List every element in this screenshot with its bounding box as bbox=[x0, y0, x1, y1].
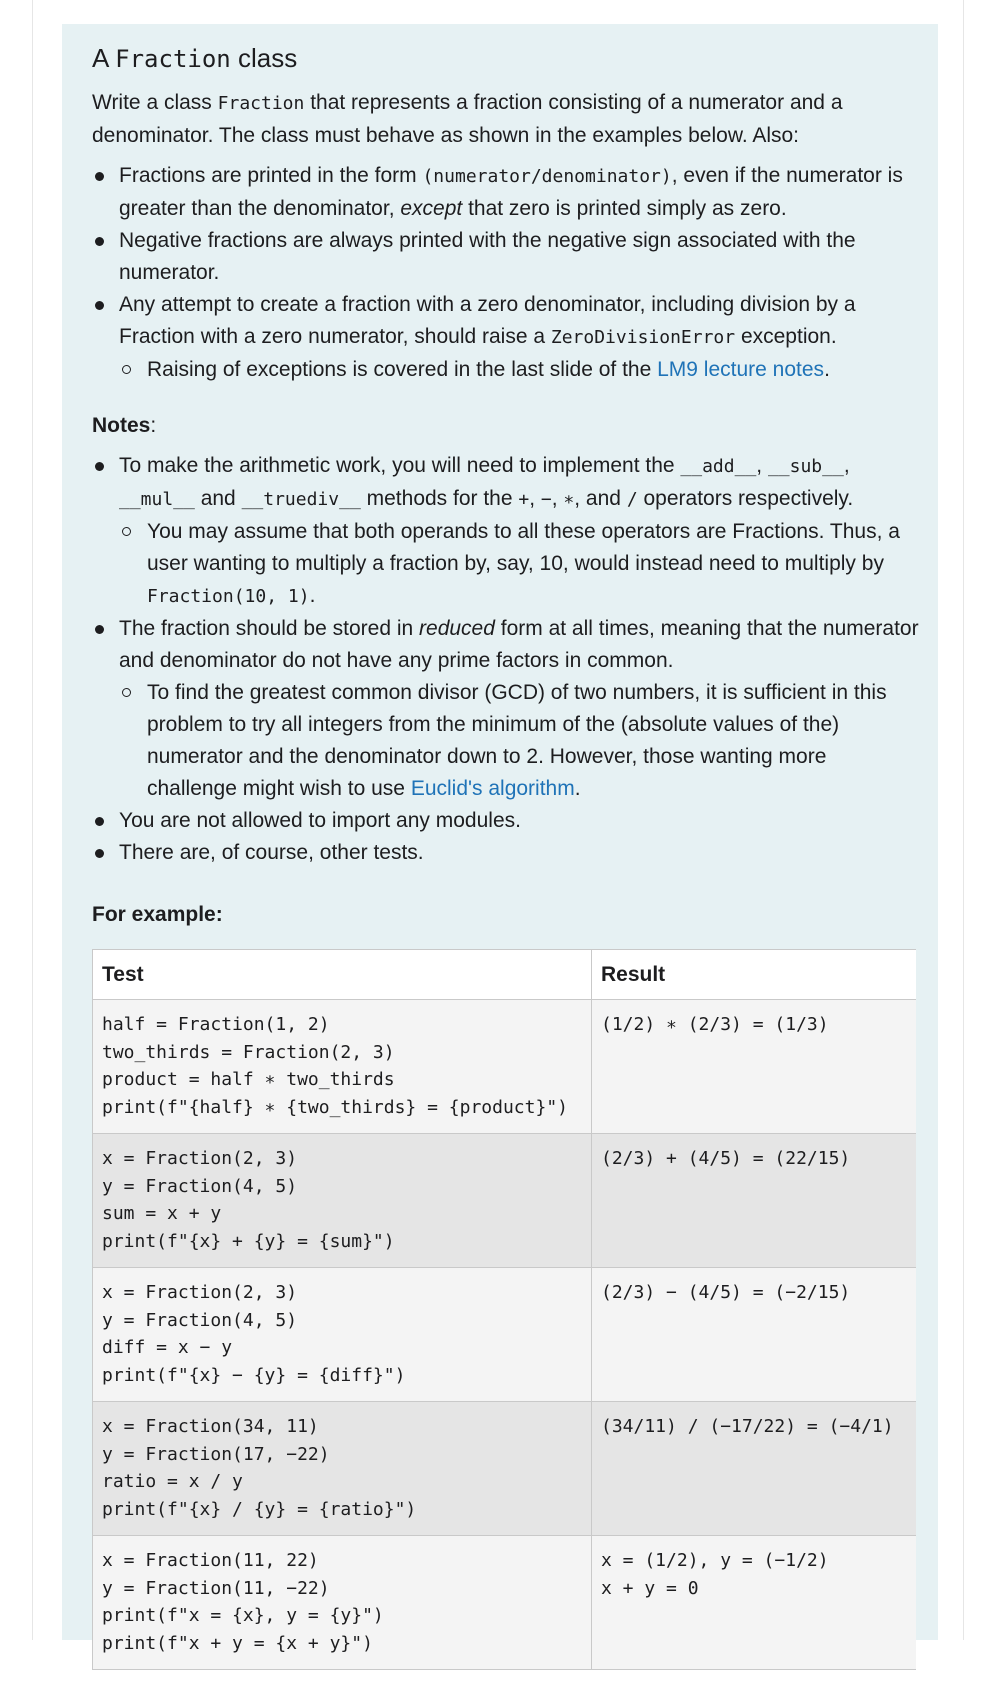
notes-list bbox=[92, 450, 922, 869]
list-item: The fraction should be stored in reduced form at all times, meaning that the numerator and denominator do not have any prime factors in common. To find the greatest common divisor (GCD) of two numbers, it is sufficient in this problem to try all integers from the minimum of the (absolute values of the) numerator and the denominator down to 2. However, those wanting more challenge might wish to use Euclid's algorithm. bbox=[92, 613, 922, 805]
test-code-cell: x = Fraction(34, 11) y = Fraction(17, −22) ratio = x / y print(f"{x} / {y} = {ratio}") bbox=[93, 1402, 592, 1536]
test-code-cell: x = Fraction(11, 22) y = Fraction(11, −22) print(f"x = {x}, y = {y}") print(f"x + y = {x + y}") bbox=[93, 1536, 592, 1670]
result-cell: (2/3) − (4/5) = (−2/15) bbox=[592, 1268, 916, 1402]
sub-list bbox=[119, 354, 922, 386]
test-code-cell: x = Fraction(2, 3) y = Fraction(4, 5) sum = x + y print(f"{x} + {y} = {sum}") bbox=[93, 1134, 592, 1268]
result-cell: (34/11) / (−17/22) = (−4/1) bbox=[592, 1402, 916, 1536]
intro-code: Fraction bbox=[217, 93, 305, 114]
list-item: To find the greatest common divisor (GCD) of two numbers, it is sufficient in this problem to try all integers from the minimum of the (absolute values of the) numerator and the denominator down to 2. However, those wanting more challenge might wish to use Euclid's algorithm. bbox=[119, 677, 922, 805]
sub-list bbox=[119, 516, 922, 613]
table-row bbox=[93, 1134, 916, 1268]
table-row bbox=[93, 1536, 916, 1670]
table-header-row bbox=[93, 950, 916, 1000]
list-item: You may assume that both operands to all these operators are Fractions. Thus, a user wanting to multiply a fraction by, say, 10, would instead need to multiply by Fraction(10, 1). bbox=[119, 516, 922, 613]
lm9-lecture-notes-link[interactable]: LM9 lecture notes bbox=[657, 358, 825, 381]
notes-heading: Notes: bbox=[92, 414, 157, 437]
list-item: You are not allowed to import any modules. bbox=[92, 805, 922, 837]
test-code-cell: x = Fraction(2, 3) y = Fraction(4, 5) diff = x − y print(f"{x} − {y} = {diff}") bbox=[93, 1268, 592, 1402]
table-row bbox=[93, 1268, 916, 1402]
euclids-algorithm-link[interactable]: Euclid's algorithm bbox=[410, 777, 575, 800]
list-item: Fractions are printed in the form (numerator/denominator), even if the numerator is greater than the denominator, except that zero is printed simply as zero. bbox=[92, 160, 922, 225]
result-cell: x = (1/2), y = (−1/2) x + y = 0 bbox=[592, 1536, 916, 1670]
example-heading: For example: bbox=[92, 903, 223, 926]
examples-table bbox=[92, 949, 916, 1670]
rules-list bbox=[92, 160, 922, 386]
title-code: Fraction bbox=[115, 45, 231, 73]
page-title: A Fraction class bbox=[92, 43, 298, 73]
result-cell: (2/3) + (4/5) = (22/15) bbox=[592, 1134, 916, 1268]
result-cell: (1/2) ∗ (2/3) = (1/3) bbox=[592, 1000, 916, 1134]
list-item: Raising of exceptions is covered in the last slide of the LM9 lecture notes. bbox=[119, 354, 922, 386]
list-item: Negative fractions are always printed with the negative sign associated with the numerator. bbox=[92, 225, 922, 289]
question-content bbox=[92, 38, 922, 1670]
column-header-result: Result bbox=[592, 950, 916, 1000]
test-code-cell: half = Fraction(1, 2) two_thirds = Fraction(2, 3) product = half ∗ two_thirds print(f"{half} ∗ {two_thirds} = {product}") bbox=[93, 1000, 592, 1134]
list-item: There are, of course, other tests. bbox=[92, 837, 922, 869]
table-row bbox=[93, 1402, 916, 1536]
sub-list bbox=[119, 677, 922, 805]
list-item: To make the arithmetic work, you will need to implement the __add__, __sub__, __mul__ and __truediv__ methods for the +, −, ∗, and / operators respectively. You may assume that both operands to all these operators are Fractions. Thus, a user wanting to multiply a fraction by, say, 10, would instead need to multiply by Fraction(10, 1). bbox=[92, 450, 922, 613]
intro-paragraph: Write a class Fraction that represents a fraction consisting of a numerator and a denominator. The class must behave as shown in the examples below. Also: bbox=[92, 91, 843, 147]
table-row bbox=[93, 1000, 916, 1134]
column-header-test: Test bbox=[93, 950, 592, 1000]
list-item: Any attempt to create a fraction with a zero denominator, including division by a Fraction with a zero numerator, should raise a ZeroDivisionError exception. Raising of exceptions is covered in the last slide of the LM9 lecture notes. bbox=[92, 289, 922, 386]
